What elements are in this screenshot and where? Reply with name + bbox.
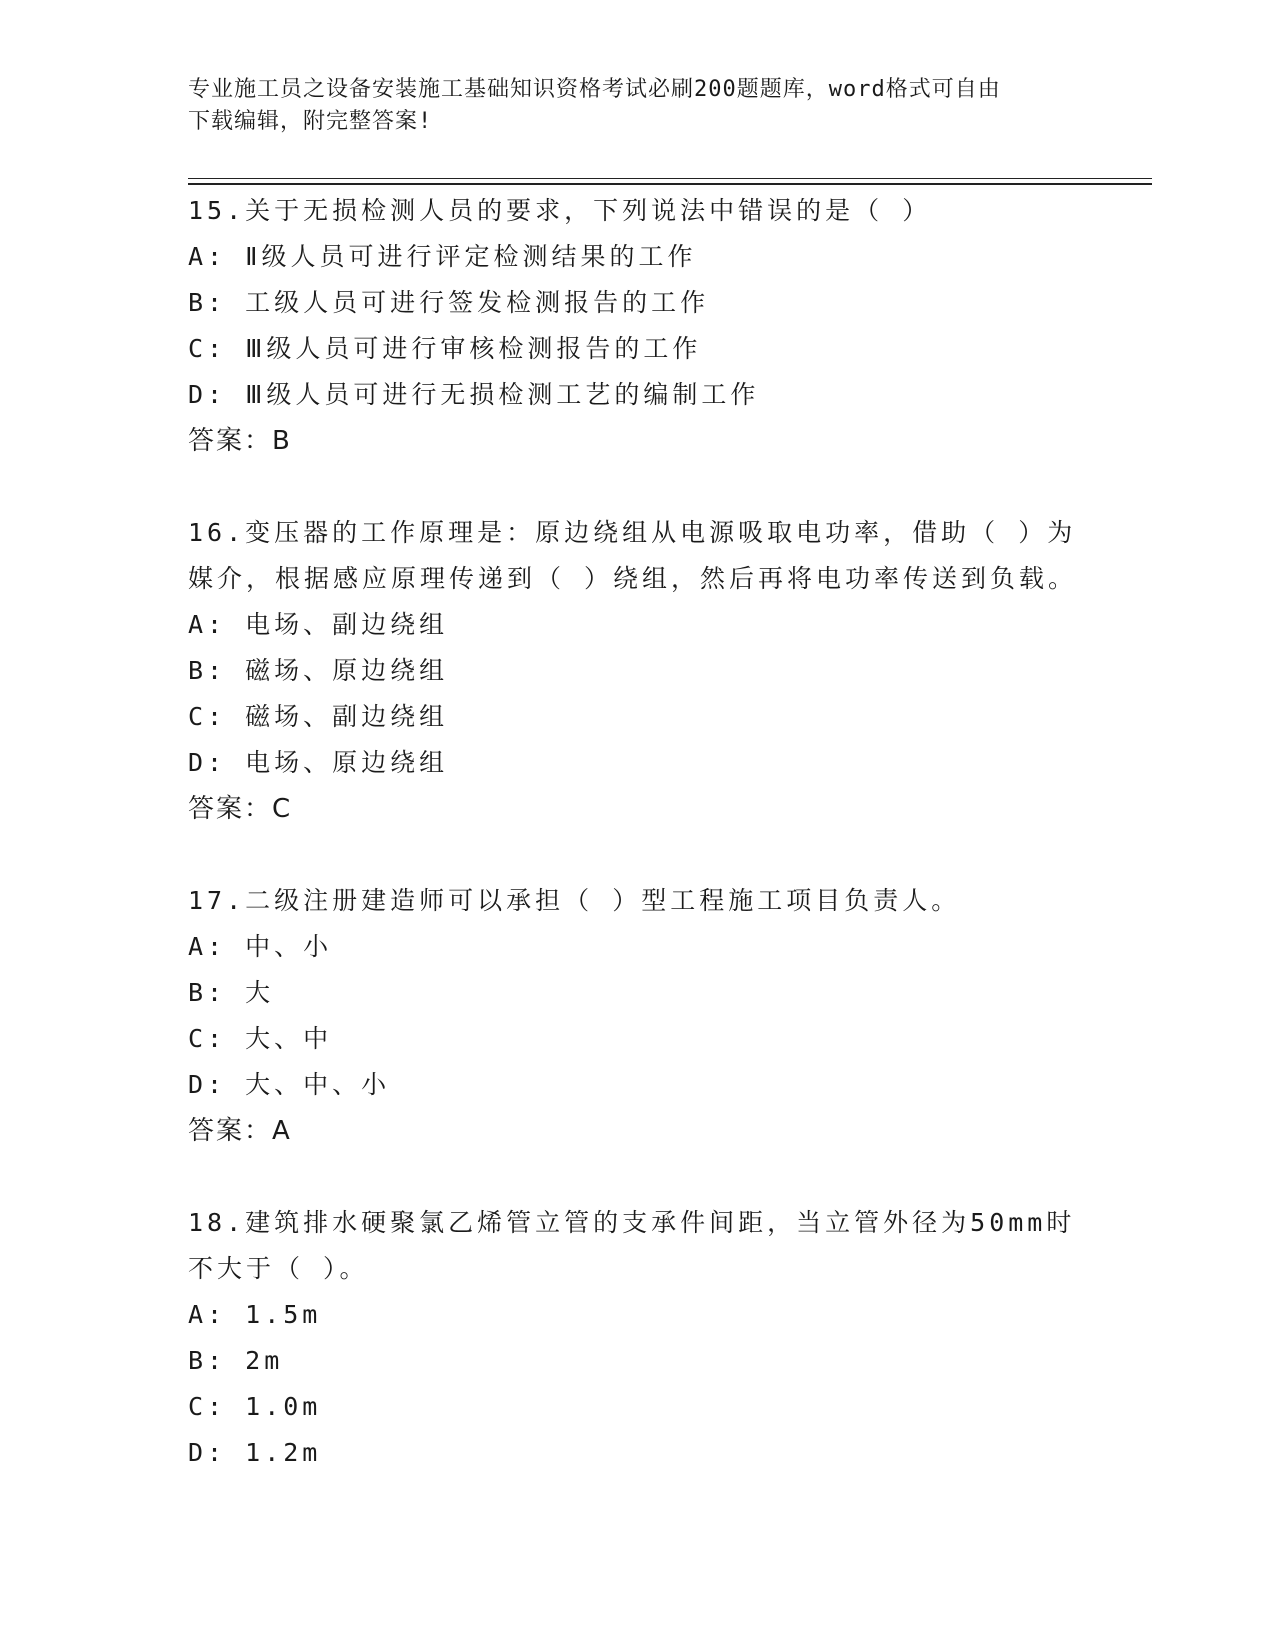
option-b: B: 工级人员可进行签发检测报告的工作 [188, 288, 710, 317]
option-b: B: 大 [188, 978, 275, 1007]
header-divider-thin [188, 178, 1152, 179]
option-c: C: 1.0m [188, 1392, 322, 1421]
option-a: A: 1.5m [188, 1300, 322, 1329]
answer: 答案：C [188, 794, 293, 824]
question-stem: 15.关于无损检测人员的要求，下列说法中错误的是（ ） [188, 196, 932, 225]
question-stem-continued: 不大于（ ）。 [188, 1254, 369, 1283]
question-stem-continued: 媒介，根据感应原理传递到（ ）绕组，然后再将电功率传送到负载。 [188, 564, 1078, 593]
header-line-1: 专业施工员之设备安装施工基础知识资格考试必刷200题题库，word格式可自由 [188, 77, 1001, 102]
question-list [188, 188, 1088, 1476]
question-stem: 18.建筑排水硬聚氯乙烯管立管的支承件间距，当立管外径为50mm时 [188, 1208, 1076, 1237]
option-d: D: Ⅲ级人员可进行无损检测工艺的编制工作 [188, 380, 760, 409]
option-d: D: 大、中、小 [188, 1070, 391, 1099]
question-17 [188, 878, 1088, 1154]
option-a: A: 中、小 [188, 932, 333, 961]
question-16 [188, 510, 1088, 832]
answer: 答案：A [188, 1116, 292, 1146]
option-c: C: 大、中 [188, 1024, 333, 1053]
question-stem: 16.变压器的工作原理是：原边绕组从电源吸取电功率，借助（ ）为 [188, 518, 1077, 547]
question-15 [188, 188, 1088, 464]
option-a: A: Ⅱ级人员可进行评定检测结果的工作 [188, 242, 697, 271]
option-c: C: Ⅲ级人员可进行审核检测报告的工作 [188, 334, 702, 363]
option-d: D: 1.2m [188, 1438, 322, 1467]
header-divider-thick [188, 183, 1152, 185]
option-a: A: 电场、副边绕组 [188, 610, 449, 639]
question-stem: 17.二级注册建造师可以承担（ ）型工程施工项目负责人。 [188, 886, 961, 915]
option-d: D: 电场、原边绕组 [188, 748, 449, 777]
option-c: C: 磁场、副边绕组 [188, 702, 449, 731]
answer: 答案：B [188, 426, 292, 456]
option-b: B: 2m [188, 1346, 284, 1375]
document-header [188, 74, 1068, 138]
question-18 [188, 1200, 1088, 1476]
option-b: B: 磁场、原边绕组 [188, 656, 449, 685]
header-line-2: 下载编辑，附完整答案! [188, 109, 433, 134]
